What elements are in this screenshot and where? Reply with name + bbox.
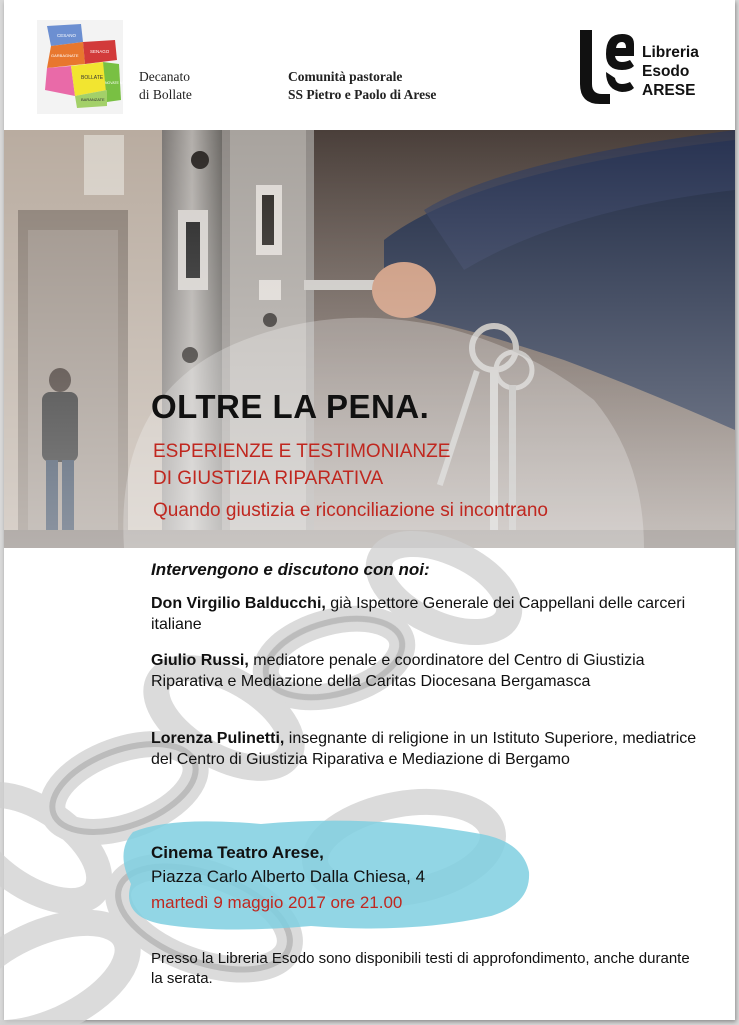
event-tagline: Quando giustizia e riconciliazione si incontrano — [153, 500, 549, 521]
speaker-name: Don Virgilio Balducchi, — [151, 595, 326, 612]
speaker-name: Lorenza Pulinetti, — [151, 730, 285, 747]
flyer-page — [4, 0, 735, 1020]
comunita-line-2: SS Pietro e Paolo di Arese — [288, 87, 437, 102]
libreria-esodo-logo-icon — [572, 26, 638, 106]
map-label-garbagnate: GARBAGNATE — [51, 53, 79, 58]
map-label-novate: NOVATE MILANESE — [105, 81, 138, 85]
venue-address: Piazza Carlo Alberto Dalla Chiesa, 4 — [151, 867, 426, 886]
decanato-label — [139, 68, 192, 104]
footer-note: Presso la Libreria Esodo sono disponibili testi di approfondimento, anche durante la serata. — [151, 950, 690, 987]
event-subtitle-line-1: ESPERIENZE E TESTIMONIANZE — [153, 441, 451, 462]
map-label-baranzate: BARANZATE — [81, 97, 105, 102]
event-title: OLTRE LA PENA. — [151, 388, 430, 425]
libreria-esodo-logo-text — [642, 43, 699, 100]
map-label-cesano: CESANO — [57, 33, 77, 38]
speaker-role: già Ispettore Generale dei Cappellani delle carceri italiane — [151, 595, 686, 633]
map-label-senago: SENAGO — [90, 49, 110, 54]
speaker-role: insegnante di religione in un Istituto Superiore, mediatrice del Centro di Giustizia Riparativa e Mediazione di Bergamo — [151, 730, 697, 768]
logo-line-3: ARESE — [642, 82, 696, 99]
comunita-label — [288, 68, 436, 104]
venue-name: Cinema Teatro Arese, — [151, 843, 324, 862]
speakers-intro: Intervengono e discutono con noi: — [151, 560, 430, 579]
logo-line-2: Esodo — [642, 63, 690, 80]
decanato-line-2: di Bollate — [139, 87, 192, 102]
map-label-bollate: BOLLATE — [81, 75, 104, 81]
speaker-name: Giulio Russi, — [151, 652, 249, 669]
speaker-entry — [151, 593, 711, 635]
decanato-map-logo — [37, 20, 138, 114]
event-subtitle-line-2: DI GIUSTIZIA RIPARATIVA — [153, 468, 384, 489]
speaker-entry — [151, 728, 711, 770]
decanato-line-1: Decanato — [139, 69, 190, 84]
speaker-entry — [151, 650, 711, 692]
logo-line-1: Libreria — [642, 44, 699, 61]
speaker-role: mediatore penale e coordinatore del Centro di Giustizia Riparativa e Mediazione della Caritas Diocesana Bergamasca — [151, 652, 645, 690]
event-date-time: martedì 9 maggio 2017 ore 21.00 — [151, 893, 403, 912]
comunita-line-1: Comunità pastorale — [288, 69, 403, 84]
